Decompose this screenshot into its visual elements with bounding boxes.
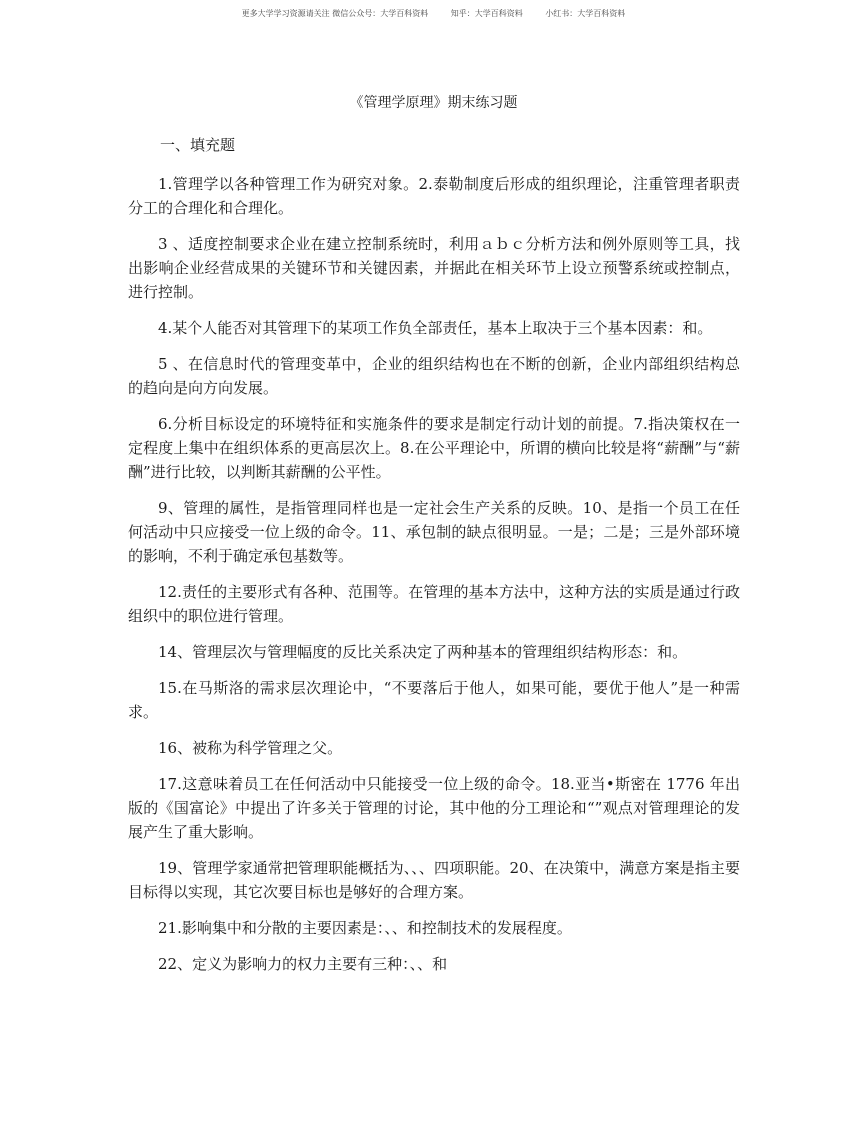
paragraph: 14、管理层次与管理幅度的反比关系决定了两种基本的管理组织结构形态：和。 — [158, 643, 688, 661]
paragraph: 9、管理的属性，是指管理同样也是一定社会生产关系的反映。10、是指一个员工在任何活动中只应接受一位上级的命令。11、承包制的缺点很明显。一是；二是；三是外部环境的影响，不利于确定承包基数等。 — [128, 499, 740, 565]
page-header — [0, 8, 867, 19]
paragraph: 15.在马斯洛的需求层次理论中，“不要落后于他人，如果可能，要优于他人”是一种需求。 — [128, 679, 740, 721]
paragraph: 5 、在信息时代的管理变革中，企业的组织结构也在不断的创新，企业内部组织结构总的趋向是向方向发展。 — [128, 355, 740, 397]
paragraph: 19、管理学家通常把管理职能概括为、、、四项职能。20、在决策中，满意方案是指主要目标得以实现，其它次要目标也是够好的合理方案。 — [128, 859, 740, 901]
document-body — [128, 172, 740, 988]
paragraph: 21.影响集中和分散的主要因素是：、、和控制技术的发展程度。 — [158, 919, 572, 937]
paragraph: 17.这意味着员工在任何活动中只能接受一位上级的命令。18.亚当•斯密在 1776 年出版的《国富论》中提出了许多关于管理的讨论，其中他的分工理论和“”观点对管理理论的发展产生了重大影响。 — [128, 775, 740, 841]
paragraph: 4.某个人能否对其管理下的某项工作负全部责任，基本上取决于三个基本因素：和。 — [158, 319, 713, 337]
paragraph: 6.分析目标设定的环境特征和实施条件的要求是制定行动计划的前提。7.指决策权在一定程度上集中在组织体系的更高层次上。8.在公平理论中，所谓的横向比较是将“薪酬”与“薪酬”进行比较，以判断其薪酬的公平性。 — [128, 415, 740, 481]
paragraph: 22、定义为影响力的权力主要有三种：、、和 — [158, 955, 448, 973]
paragraph: 16、被称为科学管理之父。 — [158, 739, 343, 757]
section-heading: 一、填充题 — [160, 136, 236, 154]
paragraph: 1.管理学以各种管理工作为研究对象。2.泰勒制度后形成的组织理论，注重管理者职责分工的合理化和合理化。 — [128, 175, 740, 217]
header-wechat-note: 更多大学学习资源请关注 微信公众号：大学百科资料 — [241, 9, 429, 18]
header-xiaohongshu-note: 小红书：大学百科资料 — [545, 9, 626, 18]
paragraph: 12.责任的主要形式有各种、范围等。在管理的基本方法中，这种方法的实质是通过行政组织中的职位进行管理。 — [128, 583, 740, 625]
header-zhihu-note: 知乎：大学百科资料 — [450, 9, 523, 18]
document-title: 《管理学原理》期末练习题 — [349, 95, 518, 111]
paragraph: 3 、适度控制要求企业在建立控制系统时，利用ａｂｃ分析方法和例外原则等工具，找出影响企业经营成果的关键环节和关键因素，并据此在相关环节上设立预警系统或控制点，进行控制。 — [128, 235, 740, 301]
